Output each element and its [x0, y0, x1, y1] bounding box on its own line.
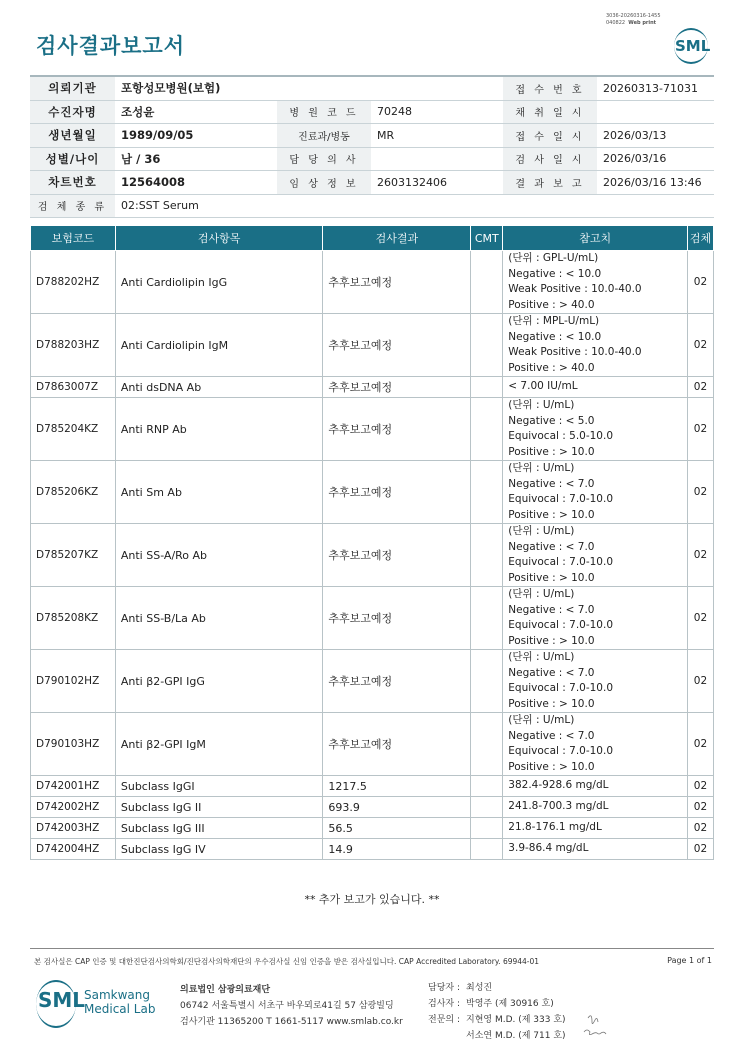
- lab-info: [180, 982, 403, 1030]
- reference-line: (단위 : MPL-U/mL): [508, 315, 600, 327]
- specimen-code: 02: [687, 650, 713, 713]
- info-value: 70248: [371, 100, 503, 124]
- reference-line: Negative : < 7.0: [508, 540, 595, 553]
- reference-range: [503, 524, 688, 587]
- insurance-code: D788203HZ: [31, 314, 116, 377]
- test-item: Anti SS-A/Ro Ab: [115, 524, 323, 587]
- specimen-code: 02: [687, 314, 713, 377]
- reference-line: Positive : > 10.0: [508, 760, 595, 773]
- reference-range: [503, 398, 688, 461]
- test-result: 56.5: [323, 818, 471, 839]
- result-row: [31, 524, 714, 587]
- result-row: [31, 587, 714, 650]
- cmt: [471, 314, 503, 377]
- test-result: 추후보고예정: [323, 461, 471, 524]
- reference-line: Positive : > 40.0: [508, 361, 595, 374]
- insurance-code: D790102HZ: [31, 650, 116, 713]
- reference-line: Equivocal : 7.0-10.0: [508, 556, 614, 568]
- insurance-code: D742002HZ: [31, 797, 116, 818]
- test-item: Subclass IgG III: [115, 818, 323, 839]
- info-label: 채 취 일 시: [503, 100, 597, 124]
- test-result: 추후보고예정: [323, 314, 471, 377]
- info-value: 2026/03/13: [597, 124, 714, 148]
- specimen-code: 02: [687, 524, 713, 587]
- info-label: 검 체 종 류: [30, 194, 115, 218]
- staff-role: [428, 1028, 466, 1044]
- reference-line: Equivocal : 7.0-10.0: [508, 745, 614, 757]
- insurance-code: D742001HZ: [31, 776, 116, 797]
- info-value: 조성윤: [115, 100, 277, 124]
- reference-line: Equivocal : 5.0-10.0: [508, 430, 614, 442]
- staff-row: [428, 980, 566, 996]
- cmt: [471, 797, 503, 818]
- test-item: Anti β2-GPI IgM: [115, 713, 323, 776]
- test-result: 1217.5: [323, 776, 471, 797]
- staff-name: 서소연 M.D. (제 711 호): [466, 1031, 566, 1041]
- info-label: 의뢰기관: [30, 76, 115, 100]
- result-row: [31, 650, 714, 713]
- insurance-code: D7863007Z: [31, 377, 116, 398]
- specimen-code: 02: [687, 797, 713, 818]
- insurance-code: D790103HZ: [31, 713, 116, 776]
- reference-line: Positive : > 10.0: [508, 697, 595, 710]
- info-label: 생년월일: [30, 124, 115, 148]
- reference-range: [503, 713, 688, 776]
- cmt: [471, 398, 503, 461]
- reference-line: Positive : > 10.0: [508, 571, 595, 584]
- cmt: [471, 713, 503, 776]
- info-label: 진료과/병동: [277, 124, 371, 148]
- col-specimen-header: 검체: [687, 226, 713, 251]
- result-row: [31, 776, 714, 797]
- results-table: [30, 225, 714, 860]
- test-item: Subclass IgGI: [115, 776, 323, 797]
- col-cmt-header: CMT: [471, 226, 503, 251]
- print-mode: Web print: [628, 20, 657, 26]
- reference-line: Positive : > 40.0: [508, 298, 595, 311]
- test-item: Anti SS-B/La Ab: [115, 587, 323, 650]
- reference-range: [503, 461, 688, 524]
- reference-line: 382.4-928.6 mg/dL: [508, 779, 609, 792]
- lab-contact: 검사기관 11365200 T 1661-5117 www.smlab.co.kr: [180, 1017, 403, 1027]
- specimen-code: 02: [687, 587, 713, 650]
- staff-list: [428, 980, 566, 1044]
- insurance-code: D785204KZ: [31, 398, 116, 461]
- reference-range: [503, 587, 688, 650]
- insurance-code: D742004HZ: [31, 839, 116, 860]
- reference-line: Negative : < 7.0: [508, 729, 595, 742]
- reference-line: (단위 : U/mL): [508, 588, 575, 600]
- reference-line: 3.9-86.4 mg/dL: [508, 842, 589, 855]
- page-number: Page 1 of 1: [667, 956, 712, 965]
- reference-line: Equivocal : 7.0-10.0: [508, 619, 614, 631]
- reference-line: (단위 : U/mL): [508, 525, 575, 537]
- info-value: MR: [371, 124, 503, 148]
- test-item: Subclass IgG IV: [115, 839, 323, 860]
- reference-line: Positive : > 10.0: [508, 634, 595, 647]
- test-item: Anti β2-GPI IgG: [115, 650, 323, 713]
- reference-range: [503, 314, 688, 377]
- test-result: 추후보고예정: [323, 524, 471, 587]
- test-result: 추후보고예정: [323, 251, 471, 314]
- result-row: [31, 839, 714, 860]
- test-result: 추후보고예정: [323, 713, 471, 776]
- result-row: [31, 713, 714, 776]
- info-label: 임 상 정 보: [277, 171, 371, 195]
- staff-name: 박영주 (제 30916 호): [466, 999, 554, 1009]
- specimen-code: 02: [687, 839, 713, 860]
- info-value: 12564008: [115, 171, 277, 195]
- cmt: [471, 839, 503, 860]
- test-item: Anti Cardiolipin IgM: [115, 314, 323, 377]
- insurance-code: D788202HZ: [31, 251, 116, 314]
- staff-name: 지현영 M.D. (제 333 호): [466, 1015, 566, 1025]
- insurance-code: D785208KZ: [31, 587, 116, 650]
- specimen-code: 02: [687, 713, 713, 776]
- print-code-line1: 3036-20260316-1455: [606, 13, 661, 19]
- test-result: 추후보고예정: [323, 398, 471, 461]
- staff-row: [428, 1028, 566, 1044]
- test-result: 추후보고예정: [323, 377, 471, 398]
- result-row: [31, 377, 714, 398]
- info-label: 접 수 번 호: [503, 76, 597, 100]
- reference-range: [503, 377, 688, 398]
- reference-range: [503, 839, 688, 860]
- page-title: 검사결과보고서: [36, 34, 186, 58]
- info-value: [597, 100, 714, 124]
- reference-line: (단위 : U/mL): [508, 714, 575, 726]
- info-label: 검 사 일 시: [503, 147, 597, 171]
- sml-logo-text: SML: [675, 37, 711, 55]
- result-row: [31, 461, 714, 524]
- info-value: 02:SST Serum: [115, 194, 714, 218]
- signature-icon: [582, 1010, 612, 1040]
- footer-divider: [30, 948, 714, 949]
- specimen-code: 02: [687, 251, 713, 314]
- staff-role: 담당자 :: [428, 983, 460, 993]
- test-item: Anti RNP Ab: [115, 398, 323, 461]
- cmt: [471, 461, 503, 524]
- cmt: [471, 377, 503, 398]
- info-value: 포항성모병원(보험): [115, 76, 503, 100]
- cmt: [471, 818, 503, 839]
- staff-row: [428, 996, 566, 1012]
- cmt: [471, 587, 503, 650]
- reference-line: (단위 : U/mL): [508, 399, 575, 411]
- reference-line: Equivocal : 7.0-10.0: [508, 682, 614, 694]
- insurance-code: D785206KZ: [31, 461, 116, 524]
- specimen-code: 02: [687, 398, 713, 461]
- reference-range: [503, 251, 688, 314]
- sml-logo: [672, 26, 712, 64]
- staff-role: 전문의 :: [428, 1015, 460, 1025]
- logo-name-line2: Medical Lab: [84, 1002, 156, 1016]
- info-value: 20260313-71031: [597, 76, 714, 100]
- cmt: [471, 650, 503, 713]
- test-result: 추후보고예정: [323, 650, 471, 713]
- col-reference-header: 참고치: [503, 226, 688, 251]
- reference-line: Negative : < 10.0: [508, 330, 602, 343]
- reference-range: [503, 818, 688, 839]
- info-label: 접 수 일 시: [503, 124, 597, 148]
- info-label: 결 과 보 고: [503, 171, 597, 195]
- specimen-code: 02: [687, 377, 713, 398]
- more-report-note: ** 추가 보고가 있습니다. **: [304, 893, 440, 906]
- info-label: 성별/나이: [30, 147, 115, 171]
- reference-line: (단위 : GPL-U/mL): [508, 252, 599, 264]
- info-value: 2026/03/16: [597, 147, 714, 171]
- info-value: 1989/09/05: [115, 124, 277, 148]
- test-result: 693.9: [323, 797, 471, 818]
- lab-address: 06742 서울특별시 서초구 바우뫼로41길 57 삼광빌딩: [180, 1001, 394, 1011]
- reference-line: Negative : < 7.0: [508, 666, 595, 679]
- staff-name: 최성진: [466, 983, 493, 993]
- reference-line: Negative : < 7.0: [508, 603, 595, 616]
- result-row: [31, 818, 714, 839]
- samkwang-logo-mark: SML: [38, 988, 86, 1012]
- reference-line: Negative : < 5.0: [508, 414, 595, 427]
- reference-line: (단위 : U/mL): [508, 651, 575, 663]
- reference-line: 241.8-700.3 mg/dL: [508, 800, 609, 813]
- reference-range: [503, 650, 688, 713]
- staff-role: 검사자 :: [428, 999, 460, 1009]
- cmt: [471, 251, 503, 314]
- logo-name-line1: Samkwang: [84, 988, 150, 1002]
- test-item: Anti Cardiolipin IgG: [115, 251, 323, 314]
- col-test-item-header: 검사항목: [115, 226, 323, 251]
- cert-statement: 본 검사실은 CAP 인증 및 대한진단검사의학회/진단검사의학재단의 우수검사실 신임 인증을 받은 검사실입니다. CAP Accredited Laboratory. 69944-01: [34, 957, 540, 966]
- result-row: [31, 398, 714, 461]
- samkwang-logo: [36, 980, 176, 1028]
- reference-range: [503, 797, 688, 818]
- result-row: [31, 314, 714, 377]
- info-value: 2026/03/16 13:46: [597, 171, 714, 195]
- info-value: 2603132406: [371, 171, 503, 195]
- specimen-code: 02: [687, 461, 713, 524]
- reference-line: Negative : < 7.0: [508, 477, 595, 490]
- result-row: [31, 251, 714, 314]
- patient-info-table: [30, 75, 714, 218]
- cmt: [471, 776, 503, 797]
- test-item: Subclass IgG II: [115, 797, 323, 818]
- reference-line: Negative : < 10.0: [508, 267, 602, 280]
- specimen-code: 02: [687, 776, 713, 797]
- reference-line: Positive : > 10.0: [508, 445, 595, 458]
- result-row: [31, 797, 714, 818]
- print-code: [606, 13, 661, 27]
- test-item: Anti dsDNA Ab: [115, 377, 323, 398]
- print-code-line2: 040822: [606, 20, 626, 26]
- reference-line: Weak Positive : 10.0-40.0: [508, 283, 642, 295]
- reference-range: [503, 776, 688, 797]
- lab-org: 의료법인 삼광의료재단: [180, 985, 271, 995]
- reference-line: Positive : > 10.0: [508, 508, 595, 521]
- reference-line: Equivocal : 7.0-10.0: [508, 493, 614, 505]
- insurance-code: D785207KZ: [31, 524, 116, 587]
- insurance-code: D742003HZ: [31, 818, 116, 839]
- cmt: [471, 524, 503, 587]
- info-label: 병 원 코 드: [277, 100, 371, 124]
- col-insurance-code-header: 보험코드: [31, 226, 116, 251]
- reference-line: (단위 : U/mL): [508, 462, 575, 474]
- info-label: 수진자명: [30, 100, 115, 124]
- info-value: 남 / 36: [115, 147, 277, 171]
- test-result: 추후보고예정: [323, 587, 471, 650]
- info-label: 담 당 의 사: [277, 147, 371, 171]
- test-item: Anti Sm Ab: [115, 461, 323, 524]
- reference-line: < 7.00 IU/mL: [508, 380, 578, 393]
- reference-line: 21.8-176.1 mg/dL: [508, 821, 602, 834]
- reference-line: Weak Positive : 10.0-40.0: [508, 346, 642, 358]
- test-result: 14.9: [323, 839, 471, 860]
- info-value: [371, 147, 503, 171]
- col-result-header: 검사결과: [323, 226, 471, 251]
- staff-row: [428, 1012, 566, 1028]
- info-label: 차트번호: [30, 171, 115, 195]
- samkwang-logo-name: [84, 988, 155, 1016]
- specimen-code: 02: [687, 818, 713, 839]
